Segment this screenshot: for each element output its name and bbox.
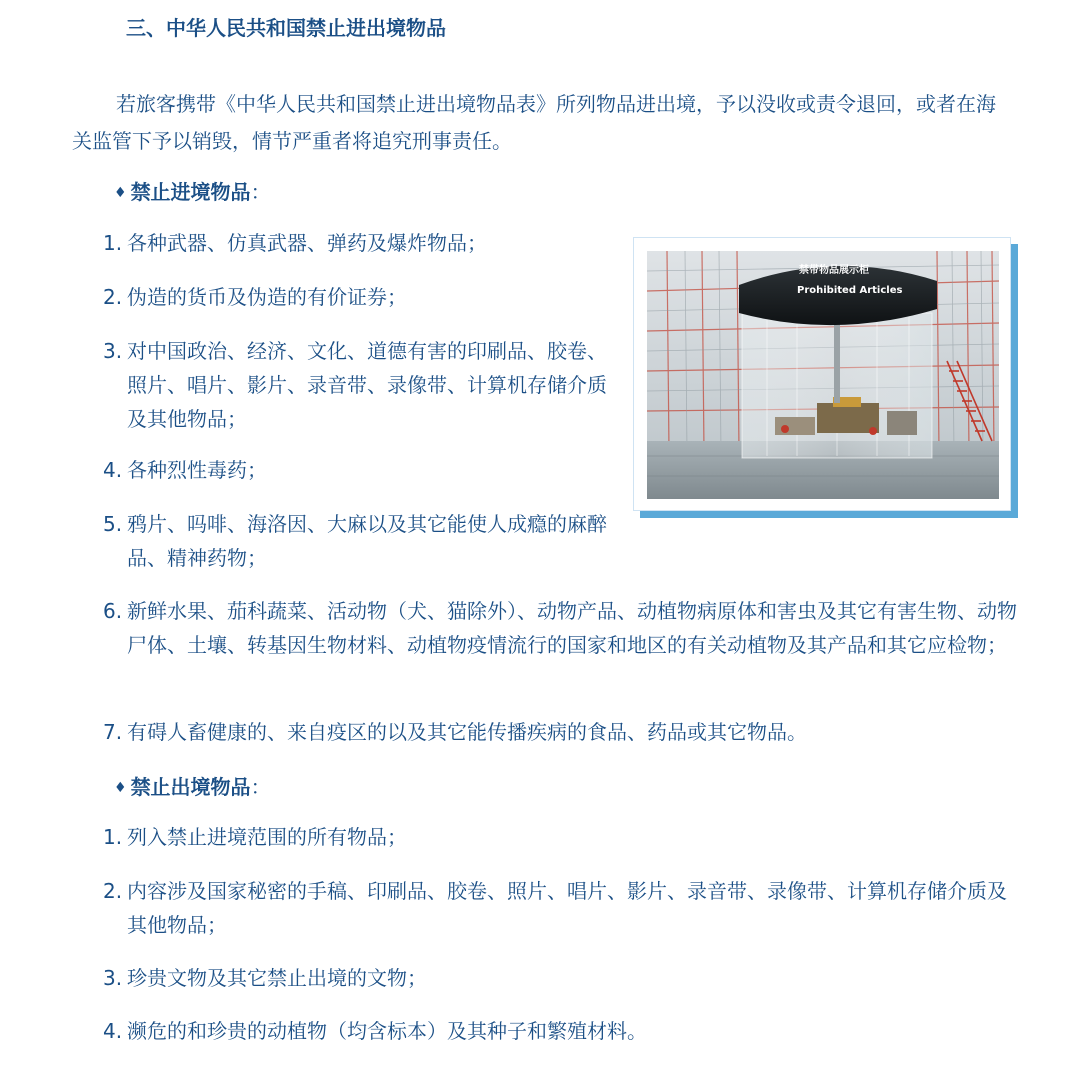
export-item-4 (103, 1014, 1017, 1048)
export-item-2 (103, 874, 1017, 942)
item-text: 鸦片、吗啡、海洛因、大麻以及其它能使人成瘾的麻醉品、精神药物； (127, 512, 607, 570)
import-subheading-colon: ： (250, 180, 271, 204)
item-text: 珍贵文物及其它禁止出境的文物； (127, 966, 427, 990)
import-item-5 (103, 507, 607, 575)
item-text: 各种烈性毒药； (127, 458, 267, 482)
diamond-bullet-icon: ♦ (114, 780, 127, 796)
item-text: 新鲜水果、茄科蔬菜、活动物（犬、猫除外）、动物产品、动植物病原体和害虫及其它有害生物、动物尸体、土壤、转基因生物材料、动植物疫情流行的国家和地区的有关动植物及其产品和其它应检物； (127, 599, 1017, 657)
item-number: 5. (103, 512, 123, 536)
intro-paragraph: 若旅客携带《中华人民共和国禁止进出境物品表》所列物品进出境，予以没收或责令退回，或者在海关监管下予以销毁，情节严重者将追究刑事责任。 (72, 92, 996, 153)
import-item-1 (103, 226, 583, 260)
diamond-bullet-icon: ♦ (114, 185, 127, 201)
import-item-7 (103, 715, 1017, 749)
item-number: 6. (103, 599, 123, 623)
item-text: 有碍人畜健康的、来自疫区的以及其它能传播疾病的食品、药品或其它物品。 (127, 720, 807, 744)
item-number: 2. (103, 879, 123, 903)
photo-frame (633, 237, 1011, 511)
import-item-2 (103, 280, 583, 314)
item-text: 濒危的和珍贵的动植物（均含标本）及其种子和繁殖材料。 (127, 1019, 647, 1043)
item-text: 各种武器、仿真武器、弹药及爆炸物品； (127, 231, 487, 255)
import-subheading-title: 禁止进境物品 (130, 180, 251, 204)
section-heading: 三、中华人民共和国禁止进出境物品 (126, 16, 446, 40)
sign-english-text: Prohibited Articles (797, 285, 903, 296)
import-item-4 (103, 453, 583, 487)
item-number: 7. (103, 720, 123, 744)
item-number: 1. (103, 825, 123, 849)
airport-display-photo (647, 251, 999, 499)
item-text: 对中国政治、经济、文化、道德有害的印刷品、胶卷、照片、唱片、影片、录音带、录像带、计算机存储介质及其他物品； (127, 339, 607, 431)
export-item-1 (103, 820, 1017, 854)
item-number: 4. (103, 1019, 123, 1043)
import-item-3 (103, 334, 607, 436)
export-item-3 (103, 961, 1017, 995)
export-subheading-colon: ： (250, 775, 271, 799)
export-subheading-title: 禁止出境物品 (130, 775, 251, 799)
sign-chinese-text: 禁带物品展示柜 (799, 265, 869, 276)
item-text: 列入禁止进境范围的所有物品； (127, 825, 407, 849)
import-subheading (114, 177, 271, 210)
item-text: 内容涉及国家秘密的手稿、印刷品、胶卷、照片、唱片、影片、录音带、录像带、计算机存储介质及其他物品； (127, 879, 1007, 937)
import-item-6 (103, 594, 1017, 662)
export-subheading (114, 772, 271, 805)
item-number: 3. (103, 966, 123, 990)
airport-display-illustration (647, 251, 999, 499)
item-number: 3. (103, 339, 123, 363)
item-number: 2. (103, 285, 123, 309)
item-number: 1. (103, 231, 123, 255)
item-text: 伪造的货币及伪造的有价证券； (127, 285, 407, 309)
item-number: 4. (103, 458, 123, 482)
